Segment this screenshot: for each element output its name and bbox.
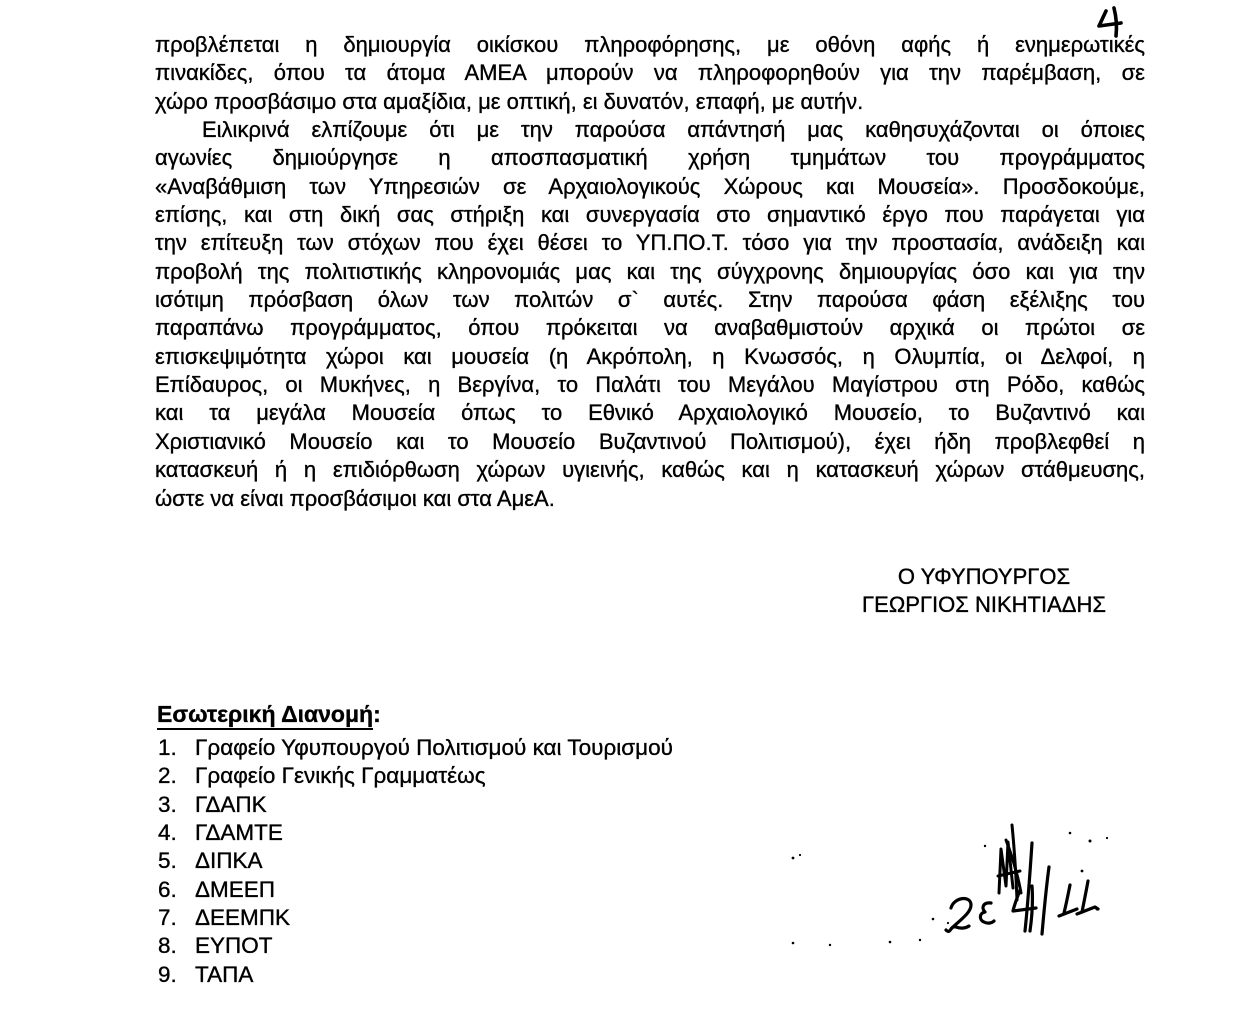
list-item-label: ΔΙΠΚΑ <box>195 848 263 874</box>
signatory-title: Ο ΥΦΥΠΟΥΡΓΟΣ <box>897 564 1071 589</box>
list-item-number: 1. <box>158 735 177 760</box>
list-item-label: ΕΥΠΟΤ <box>195 933 273 959</box>
list-item-number: 9. <box>158 961 177 987</box>
list-item <box>158 791 858 819</box>
distribution-heading-colon: : <box>373 701 381 727</box>
list-item <box>158 904 858 932</box>
body-line: παραπάνω προγράμματος, όπου πρόκειται να αναβαθμιστούν αρχικά οι πρώτοι σε <box>155 315 1145 341</box>
signature-block <box>853 563 1115 620</box>
body-line: επίσης, και στη δική σας στήριξη και συνεργασία στο σημαντικό έργο που παράγεται για <box>155 202 1145 228</box>
list-item <box>158 932 858 960</box>
body-line: ώστε να είναι προσβάσιμοι και στα ΑμεΑ. <box>155 485 555 511</box>
body-line: την επίτευξη των στόχων που έχει θέσει το ΥΠ.ΠΟ.Τ. τόσο για την προστασία, ανάδειξη και <box>155 230 1145 256</box>
list-item-label: ΔΜΕΕΠ <box>195 876 276 902</box>
list-item-number: 2. <box>158 763 177 789</box>
body-line: κατασκευή ή η επιδιόρθωση χώρων υγιεινής, καθώς και η κατασκευή χώρων στάθμευσης, <box>155 457 1145 483</box>
list-item-number: 4. <box>158 820 177 846</box>
list-item-number: 3. <box>158 791 177 817</box>
distribution-list <box>158 734 858 989</box>
distribution-heading <box>157 700 381 728</box>
body-line: χώρο προσβάσιμο στα αμαξίδια, με οπτική, ει δυνατόν, επαφή, με αυτήν. <box>155 88 864 114</box>
body-line: επισκεψιμότητα χώροι και μουσεία (η Ακρόπολη, η Κνωσσός, η Ολυμπία, οι Δελφοί, η <box>155 343 1145 369</box>
list-item-label: ΓΔΑΠΚ <box>195 791 267 817</box>
list-item <box>158 961 858 989</box>
list-item-label: ΓΔΑΜΤΕ <box>195 820 283 846</box>
body-line: Ειλικρινά ελπίζουμε ότι με την παρούσα απάντησή μας καθησυχάζονται οι όποιες <box>202 117 1145 143</box>
list-item-number: 6. <box>158 876 177 902</box>
list-item <box>158 876 858 904</box>
distribution-heading-text: Εσωτερική Διανομή <box>157 701 373 730</box>
list-item-number: 5. <box>158 848 177 874</box>
list-item-number: 8. <box>158 933 177 959</box>
list-item-label: Γραφείο Γενικής Γραμματέως <box>195 763 486 789</box>
list-item-label: ΔΕΕΜΠΚ <box>195 905 291 931</box>
body-line: Χριστιανικό Μουσείο και το Μουσείο Βυζαντινού Πολιτισμού), έχει ήδη προβλεφθεί η <box>155 428 1145 454</box>
list-item-number: 7. <box>158 905 177 931</box>
body-line: αγωνίες δημιούργησε η αποσπασματική χρήση τμημάτων του προγράμματος <box>155 145 1145 171</box>
body-line: πινακίδες, όπου τα άτομα ΑΜΕΑ μπορούν να πληροφορηθούν για την παρέμβαση, σε <box>155 60 1145 86</box>
handwritten-initials-icon <box>998 825 1021 900</box>
body-line: «Αναβάθμιση των Υπηρεσιών σε Αρχαιολογικούς Χώρους και Μουσεία». Προσδοκούμε, <box>155 173 1145 199</box>
list-item <box>158 734 858 762</box>
body-line: Επίδαυρος, οι Μυκήνες, η Βεργίνα, το Παλάτι του Μεγάλου Μαγίστρου στη Ρόδο, καθώς <box>155 372 1145 398</box>
letter-body <box>155 31 1145 513</box>
body-line: προβολή της πολιτιστικής κληρονομιάς μας και της σύγχρονης δημιουργίας όσο και για την <box>155 258 1145 284</box>
body-line: και τα μεγάλα Μουσεία όπως το Εθνικό Αρχαιολογικό Μουσείο, το Βυζαντινό και <box>155 400 1145 426</box>
signatory-name: ΓΕΩΡΓΙΟΣ ΝΙΚΗΤΙΑΔΗΣ <box>862 592 1106 618</box>
list-item-label: ΤΑΠΑ <box>195 961 254 987</box>
body-line: ισότιμη πρόσβαση όλων των πολιτών σ` αυτές. Στην παρούσα φάση εξέλιξης του <box>155 287 1145 313</box>
body-line: προβλέπεται η δημιουργία οικίσκου πληροφόρησης, με οθόνη αφής ή ενημερωτικές <box>155 32 1145 57</box>
handwritten-date-icon <box>946 843 1098 934</box>
list-item <box>158 762 858 790</box>
list-item <box>158 819 858 847</box>
list-item <box>158 847 858 875</box>
list-item-label: Γραφείο Υφυπουργού Πολιτισμού και Τουρισμού <box>195 735 673 760</box>
